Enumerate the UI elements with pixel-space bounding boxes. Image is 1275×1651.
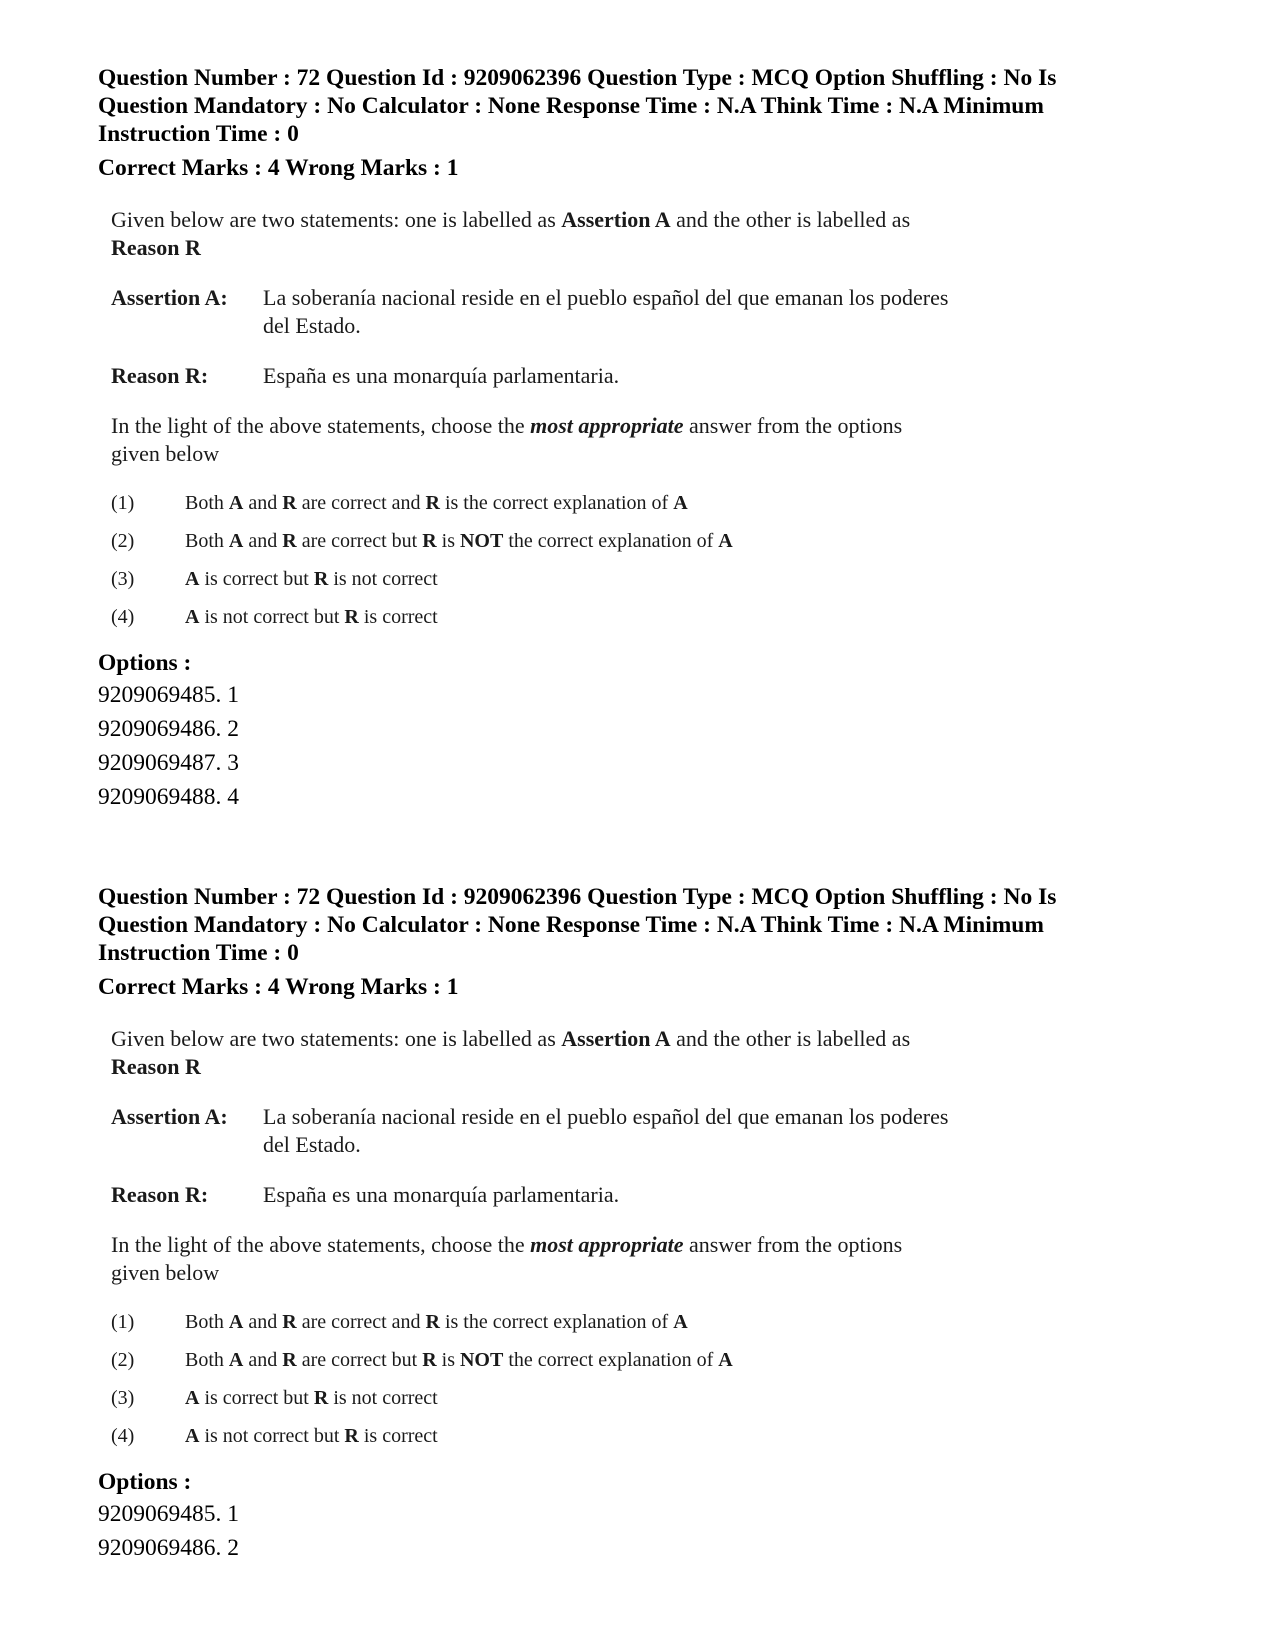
choice-text: Both A and R are correct but R is NOT the correct explanation of A xyxy=(185,530,733,552)
question-content xyxy=(111,206,1111,642)
choice-number: (4) xyxy=(111,1425,135,1447)
meta-line: Question Number : 72 Question Id : 9209062396 Question Type : MCQ Option Shuffling : No Is xyxy=(98,884,1057,910)
choice-item xyxy=(111,1309,1111,1347)
choice-number: (1) xyxy=(111,1311,135,1333)
choice-text: Both A and R are correct and R is the correct explanation of A xyxy=(185,1311,688,1333)
choice-item xyxy=(111,1385,1111,1423)
question-block xyxy=(98,64,1178,814)
choice-item xyxy=(111,1347,1111,1385)
meta-line: Question Mandatory : No Calculator : None Response Time : N.A Think Time : N.A Minimum xyxy=(98,93,1044,119)
instruction-text-part: answer from the options xyxy=(683,413,903,438)
instruction-emphasis: most appropriate xyxy=(530,413,684,438)
choice-text: A is correct but R is not correct xyxy=(185,1387,438,1409)
instruction-text-part: In the light of the above statements, choose the xyxy=(111,1232,531,1257)
intro-bold: Assertion A xyxy=(561,1026,671,1051)
assertion-text: La soberanía nacional reside en el pueblo español del que emanan los poderes xyxy=(263,1104,949,1129)
instruction-text-part: answer from the options xyxy=(683,1232,903,1257)
reason-text: España es una monarquía parlamentaria. xyxy=(263,1182,620,1207)
assertion-text: La soberanía nacional reside en el pueblo español del que emanan los poderes xyxy=(263,285,949,310)
option-item: 9209069487. 3 xyxy=(98,750,239,776)
question-meta xyxy=(98,64,1178,148)
intro-text-part: and the other is labelled as xyxy=(670,207,911,232)
intro-bold: Reason R xyxy=(111,235,201,260)
intro-text-part: Given below are two statements: one is labelled as xyxy=(111,207,562,232)
choice-list xyxy=(111,490,1111,642)
choice-item xyxy=(111,528,1111,566)
option-item: 9209069486. 2 xyxy=(98,716,239,742)
option-item: 9209069488. 4 xyxy=(98,784,239,810)
instruction-text xyxy=(111,412,1111,468)
meta-line: Question Number : 72 Question Id : 9209062396 Question Type : MCQ Option Shuffling : No Is xyxy=(98,65,1057,91)
reason-statement xyxy=(111,362,1111,390)
instruction-text xyxy=(111,1231,1111,1287)
meta-line: Question Mandatory : No Calculator : None Response Time : N.A Think Time : N.A Minimum xyxy=(98,912,1044,938)
instruction-text-part: In the light of the above statements, choose the xyxy=(111,413,531,438)
choice-number: (3) xyxy=(111,568,135,590)
marks-line: Correct Marks : 4 Wrong Marks : 1 xyxy=(98,155,459,181)
choice-item xyxy=(111,490,1111,528)
choice-list xyxy=(111,1309,1111,1461)
reason-text: España es una monarquía parlamentaria. xyxy=(263,363,620,388)
choice-text: Both A and R are correct and R is the correct explanation of A xyxy=(185,492,688,514)
reason-statement xyxy=(111,1181,1111,1209)
choice-item xyxy=(111,604,1111,642)
instruction-emphasis: most appropriate xyxy=(530,1232,684,1257)
option-item: 9209069485. 1 xyxy=(98,1501,239,1527)
intro-text-part: Given below are two statements: one is labelled as xyxy=(111,1026,562,1051)
instruction-text-part: given below xyxy=(111,441,220,466)
options-heading: Options : xyxy=(98,650,192,676)
choice-text: A is correct but R is not correct xyxy=(185,568,438,590)
question-block xyxy=(98,883,1178,1565)
intro-bold: Assertion A xyxy=(561,207,671,232)
assertion-label: Assertion A: xyxy=(111,1104,228,1129)
choice-number: (3) xyxy=(111,1387,135,1409)
assertion-statement xyxy=(111,284,1111,340)
option-item: 9209069486. 2 xyxy=(98,1535,239,1561)
choice-number: (2) xyxy=(111,530,135,552)
choice-item xyxy=(111,566,1111,604)
reason-label: Reason R: xyxy=(111,363,209,388)
meta-line: Instruction Time : 0 xyxy=(98,121,299,147)
choice-text: Both A and R are correct but R is NOT the correct explanation of A xyxy=(185,1349,733,1371)
assertion-label: Assertion A: xyxy=(111,285,228,310)
reason-label: Reason R: xyxy=(111,1182,209,1207)
intro-text xyxy=(111,206,1111,262)
intro-text-part: and the other is labelled as xyxy=(670,1026,911,1051)
choice-number: (2) xyxy=(111,1349,135,1371)
choice-text: A is not correct but R is correct xyxy=(185,1425,438,1447)
choice-item xyxy=(111,1423,1111,1461)
assertion-text: del Estado. xyxy=(263,313,361,338)
choice-number: (4) xyxy=(111,606,135,628)
option-item: 9209069485. 1 xyxy=(98,682,239,708)
assertion-text: del Estado. xyxy=(263,1132,361,1157)
assertion-statement xyxy=(111,1103,1111,1159)
intro-bold: Reason R xyxy=(111,1054,201,1079)
question-content xyxy=(111,1025,1111,1461)
meta-line: Instruction Time : 0 xyxy=(98,940,299,966)
intro-text xyxy=(111,1025,1111,1081)
question-meta xyxy=(98,883,1178,967)
options-heading: Options : xyxy=(98,1469,192,1495)
marks-line: Correct Marks : 4 Wrong Marks : 1 xyxy=(98,974,459,1000)
choice-text: A is not correct but R is correct xyxy=(185,606,438,628)
choice-number: (1) xyxy=(111,492,135,514)
instruction-text-part: given below xyxy=(111,1260,220,1285)
